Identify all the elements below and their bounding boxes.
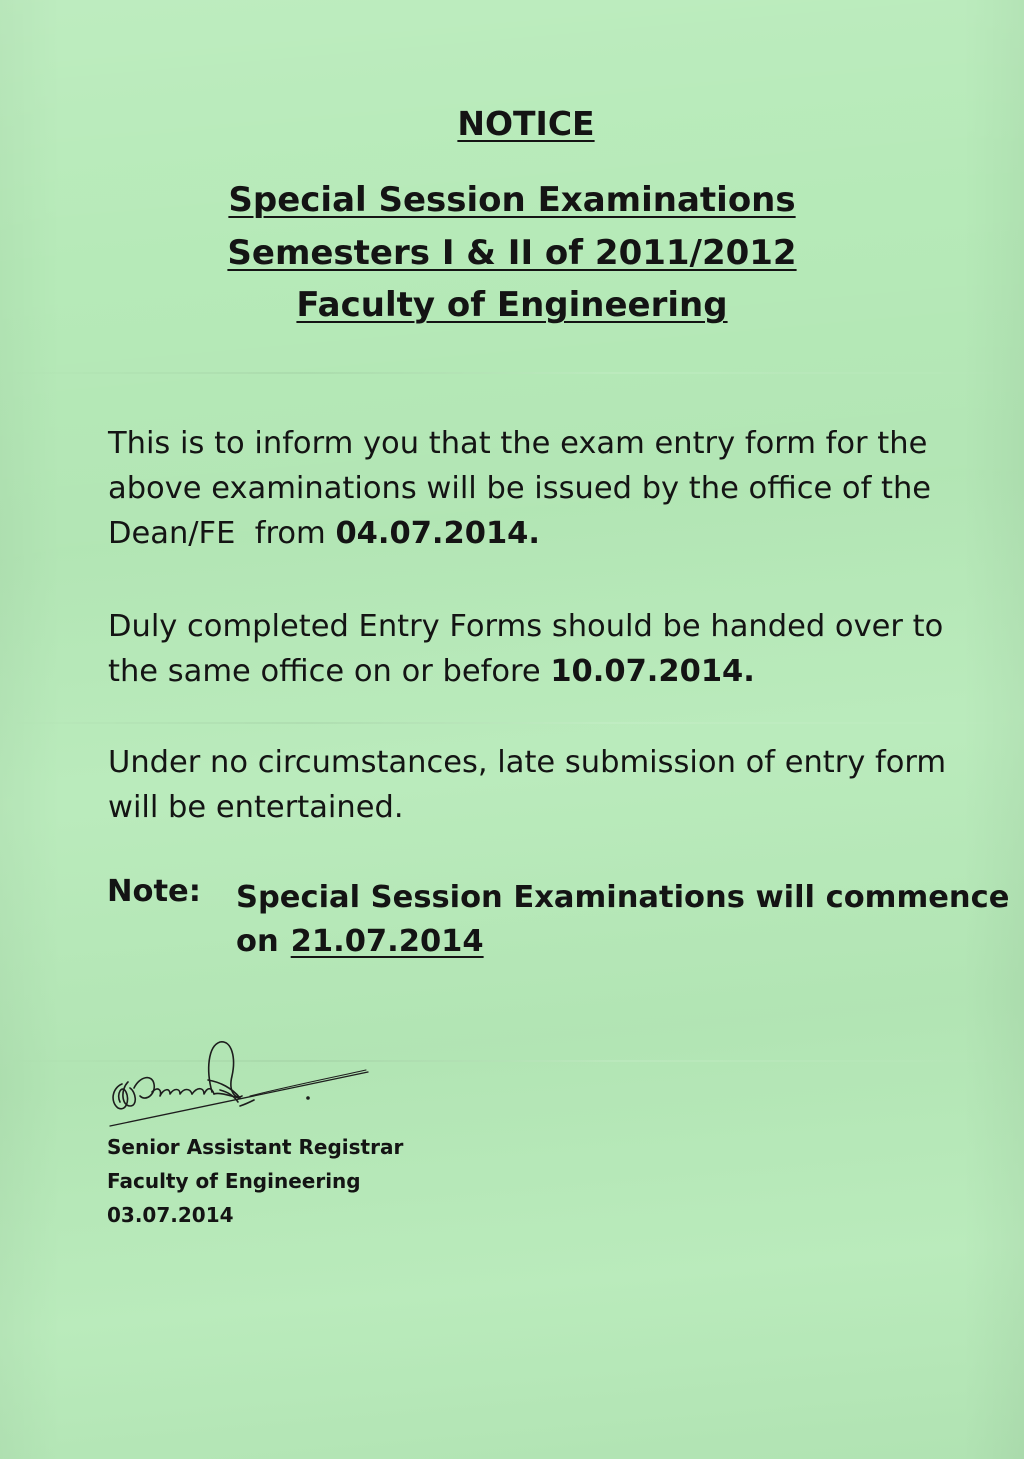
- note-label: Note:: [107, 874, 201, 909]
- paragraph-text: Dean/FE from: [108, 516, 336, 551]
- paragraph-line: above examinations will be issued by the office of the: [108, 471, 932, 506]
- handwritten-signature: [100, 1030, 380, 1140]
- paragraph-entry-form-issue: [108, 421, 958, 556]
- paragraph-line: Duly completed Entry Forms should be handed over to: [108, 609, 944, 644]
- heading-line-semesters: Semesters I & II of 2011/2012: [227, 233, 797, 273]
- paragraph-line: Under no circumstances, late submission of entry form: [108, 745, 947, 780]
- paragraph-line: [108, 649, 958, 694]
- paragraph-line: [108, 511, 958, 556]
- paragraph-line: will be entertained.: [108, 790, 404, 825]
- deadline-date: 10.07.2014.: [550, 654, 755, 689]
- issue-date: 04.07.2014.: [335, 516, 540, 551]
- note-line: [236, 920, 1009, 964]
- signatory-date: 03.07.2014: [107, 1203, 234, 1227]
- heading-line-exams: Special Session Examinations: [228, 180, 796, 220]
- paragraph-late-submission: [108, 740, 958, 830]
- signatory-faculty: Faculty of Engineering: [107, 1169, 361, 1193]
- notice-title: NOTICE: [457, 104, 595, 143]
- paragraph-text: the same office on or before: [108, 654, 551, 689]
- signatory-title: Senior Assistant Registrar: [107, 1135, 404, 1159]
- note-text: [236, 876, 1009, 964]
- paper-crease: [0, 372, 1024, 374]
- note-prefix: on: [236, 924, 279, 959]
- paragraph-submission-deadline: [108, 604, 958, 694]
- note-line: Special Session Examinations will commence: [236, 880, 1010, 915]
- signatory-block: [107, 1130, 403, 1232]
- commence-date: 21.07.2014: [290, 924, 484, 959]
- heading-line-faculty: Faculty of Engineering: [296, 285, 728, 325]
- paragraph-line: This is to inform you that the exam entry form for the: [108, 426, 928, 461]
- paper-crease: [0, 722, 1024, 724]
